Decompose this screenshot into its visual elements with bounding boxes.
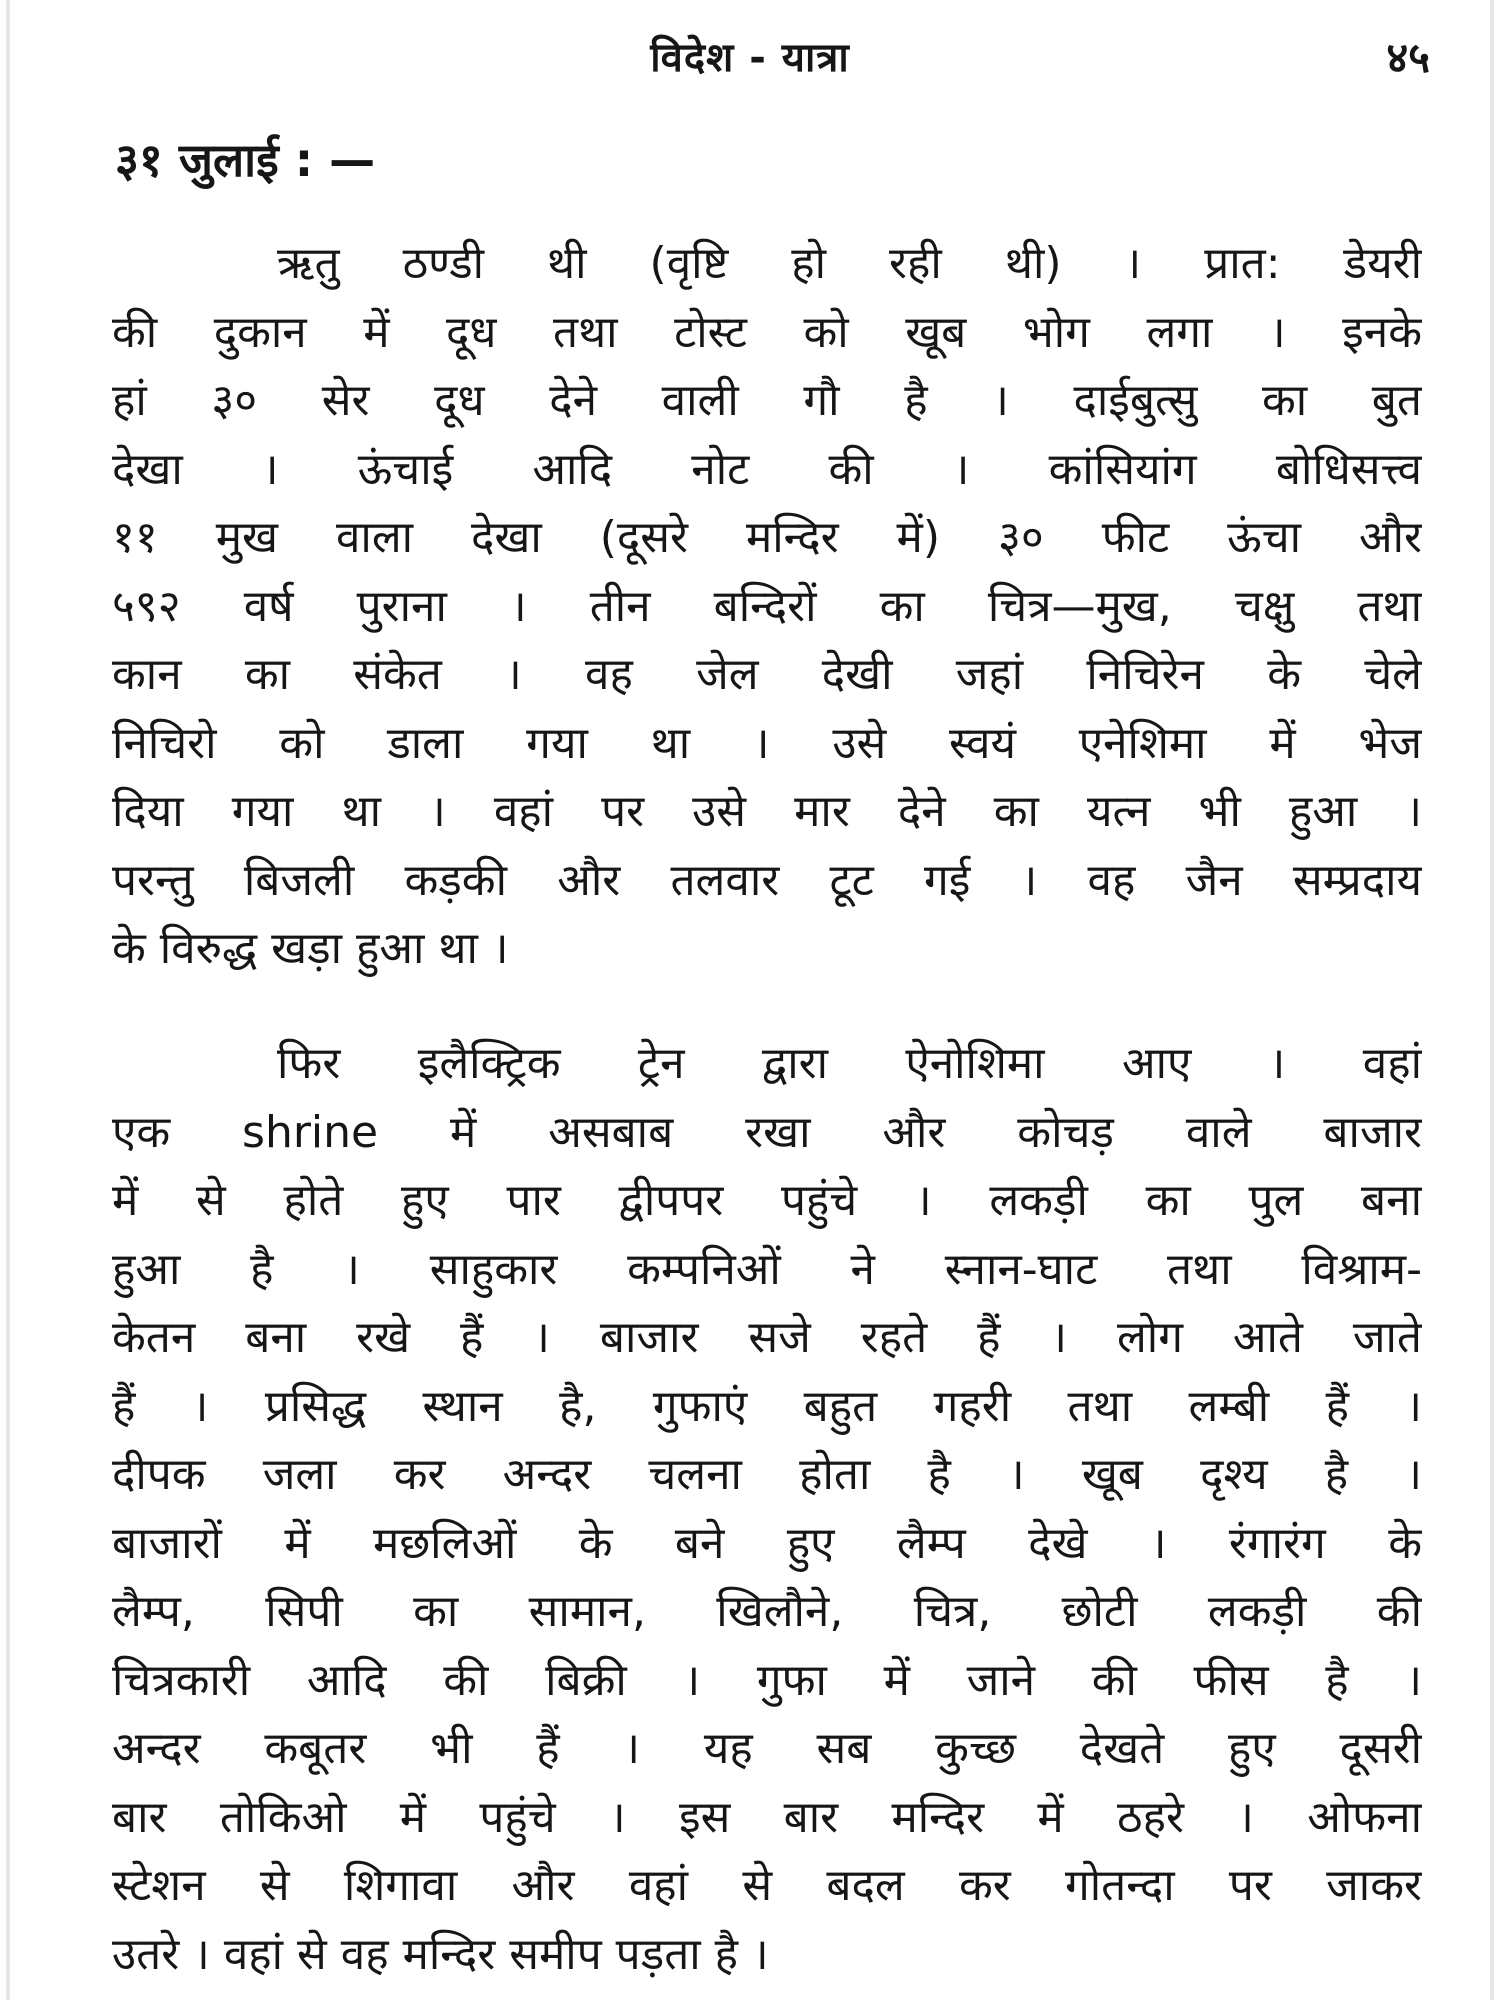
page-number: ४५: [1386, 33, 1430, 82]
paragraph-line: के विरुद्ध खड़ा हुआ था ।: [112, 923, 509, 974]
paragraph-line: दीपक जला कर अन्दर चलना होता है । खूब दृश्य है ।: [112, 1449, 1422, 1500]
paragraph-line: बाजारों में मछलिओं के बने हुए लैम्प देखे । रंगारंग के: [112, 1517, 1422, 1569]
paragraph-line: फिर इलैक्ट्रिक ट्रेन द्वारा ऐनोशिमा आए । वहां: [277, 1038, 1422, 1089]
paragraph-line: उतरे । वहां से वह मन्दिर समीप पड़ता है ।: [112, 1928, 769, 1980]
paragraph-line: चित्रकारी आदि की बिक्री । गुफा में जाने की फीस है ।: [112, 1654, 1422, 1706]
paragraph-line: परन्तु बिजली कड़की और तलवार टूट गई । वह जैन सम्प्रदाय: [112, 854, 1422, 906]
paragraph-line: ११ मुख वाला देखा (दूसरे मन्दिर में) ३० फीट ऊंचा और: [112, 512, 1422, 563]
paragraph-line: हुआ है । साहुकार कम्पनिओं ने स्नान-घाट तथा विश्राम-: [112, 1243, 1422, 1295]
paragraph-line: ऋतु ठण्डी थी (वृष्टि हो रही थी) । प्रात: डेयरी: [277, 238, 1422, 289]
page-left-edge: [6, 0, 10, 2000]
paragraph-line: कान का संकेत । वह जेल देखी जहां निचिरेन के चेले: [112, 649, 1422, 700]
paragraph-2: [112, 1030, 1422, 1989]
page-right-edge: [1490, 0, 1494, 2000]
running-header: [0, 28, 1500, 88]
paragraph-line: निचिरो को डाला गया था । उसे स्वयं एनेशिमा में भेज: [112, 717, 1422, 769]
running-title: विदेश - यात्रा: [650, 35, 850, 81]
paragraph-line: बार तोकिओ में पहुंचे । इस बार मन्दिर में ठहरे । ओफना: [112, 1791, 1422, 1843]
diary-date-heading: ३१ जुलाई : —: [115, 133, 376, 187]
paragraph-line: लैम्प, सिपी का सामान, खिलौने, चित्र, छोटी लकड़ी की: [112, 1586, 1422, 1637]
paragraph-line: केतन बना रखे हैं । बाजार सजे रहते हैं । लोग आते जाते: [112, 1312, 1422, 1363]
paragraph-line: अन्दर कबूतर भी हैं । यह सब कुच्छ देखते हुए दूसरी: [112, 1723, 1422, 1774]
paragraph-line: की दुकान में दूध तथा टोस्ट को खूब भोग लगा । इनके: [112, 306, 1422, 358]
paragraph-line: में से होते हुए पार द्वीपपर पहुंचे । लकड़ी का पुल बना: [112, 1175, 1422, 1226]
paragraph-line: हां ३० सेर दूध देने वाली गौ है । दाईबुत्सु का बुत: [112, 375, 1422, 426]
paragraph-line: दिया गया था । वहां पर उसे मार देने का यत्न भी हुआ ।: [112, 786, 1422, 837]
paragraph-line: एक shrine में असबाब रखा और कोचड़ वाले बाजार: [112, 1106, 1422, 1158]
paragraph-1: [112, 230, 1422, 984]
paragraph-line: ५९२ वर्ष पुराना । तीन बन्दिरों का चित्र—मुख, चक्षु तथा: [112, 580, 1422, 632]
paragraph-line: हैं । प्रसिद्ध स्थान है, गुफाएं बहुत गहरी तथा लम्बी हैं ।: [112, 1380, 1422, 1432]
paragraph-line: देखा । ऊंचाई आदि नोट की । कांसियांग बोधिसत्त्व: [112, 443, 1422, 495]
paragraph-line: स्टेशन से शिगावा और वहां से बदल कर गोतन्दा पर जाकर: [112, 1860, 1422, 1911]
